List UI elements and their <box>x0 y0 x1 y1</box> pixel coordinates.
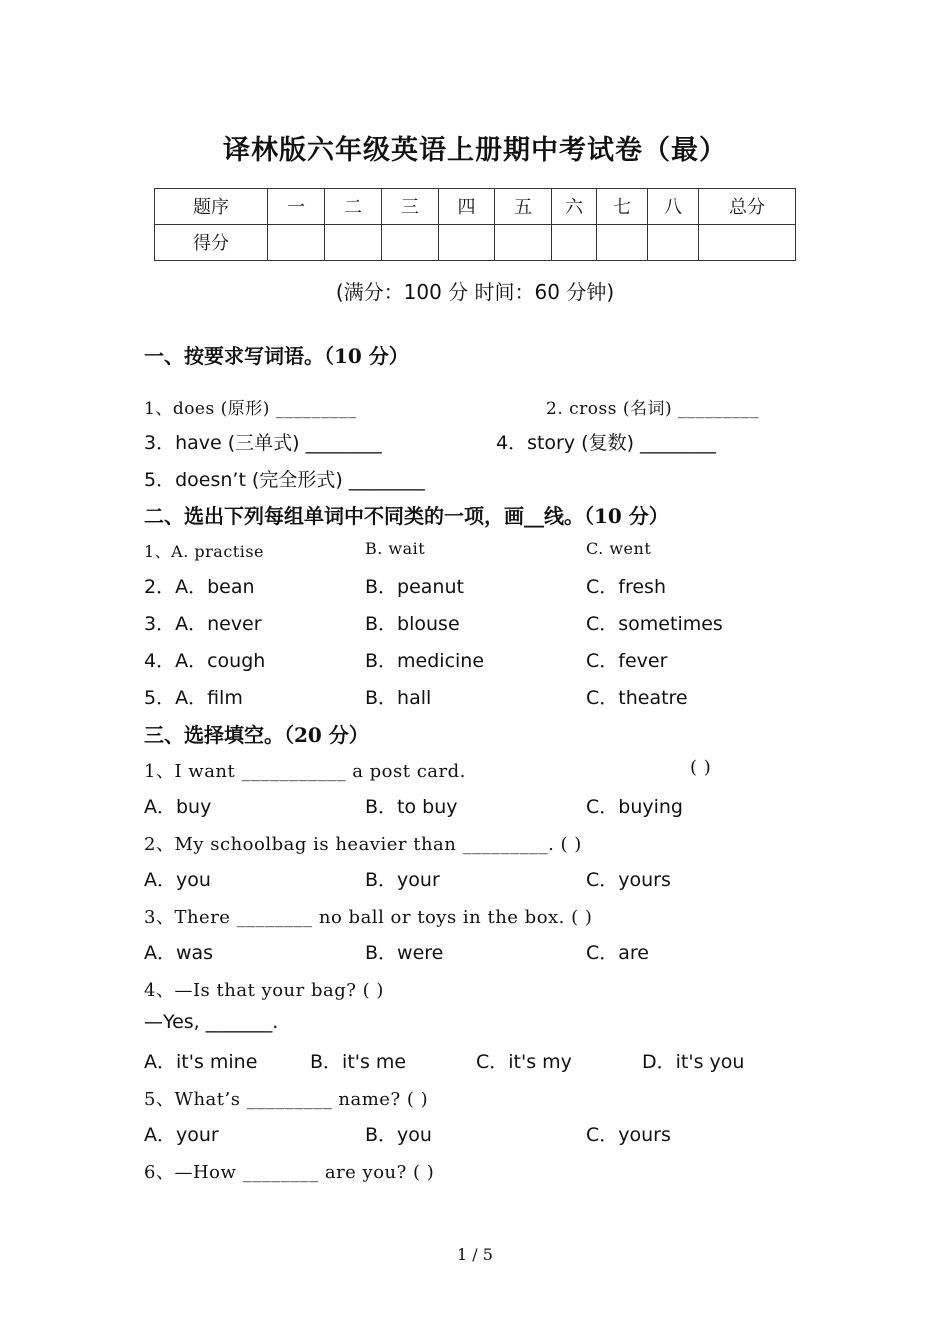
question-1-5: 5．doesn’t (完全形式) ________ <box>144 469 425 491</box>
question-3-4-reply: —Yes, _______. <box>144 1011 279 1033</box>
score-table-header-row <box>155 189 796 225</box>
score-input-cell[interactable] <box>552 225 597 261</box>
option-2-4-b: B．medicine <box>365 650 485 672</box>
option-2-3-c: C．sometimes <box>586 613 723 635</box>
score-cell: 五 <box>495 189 552 225</box>
score-cell: 题序 <box>155 189 268 225</box>
exam-title: 译林版六年级英语上册期中考试卷（最） <box>223 135 727 166</box>
score-cell: 得分 <box>155 225 268 261</box>
option-3-1-a: A．buy <box>144 796 212 818</box>
option-3-2-a: A．you <box>144 869 211 891</box>
question-3-1-answer-paren: ( ) <box>690 757 712 778</box>
option-2-2-c: C．fresh <box>586 576 666 598</box>
score-input-cell[interactable] <box>597 225 648 261</box>
question-1-3: 3．have (三单式) ________ <box>144 432 382 454</box>
score-cell: 一 <box>268 189 325 225</box>
option-3-1-c: C．buying <box>586 796 683 818</box>
option-2-1-b: B. wait <box>365 539 426 558</box>
option-2-1-c: C. went <box>586 539 652 558</box>
question-3-3: 3、There ________ no ball or toys in the box. ( ) <box>144 907 593 928</box>
question-1-2: 2. cross (名词) _________ <box>546 399 760 419</box>
question-3-2: 2、My schoolbag is heavier than _________. ( ) <box>144 834 582 855</box>
option-3-3-b: B．were <box>365 942 444 964</box>
page-number: 1 / 5 <box>457 1245 493 1264</box>
score-input-cell[interactable] <box>268 225 325 261</box>
score-table-score-row <box>155 225 796 261</box>
score-input-cell[interactable] <box>439 225 495 261</box>
option-3-4-c: C．it's my <box>476 1051 572 1073</box>
score-input-cell[interactable] <box>382 225 439 261</box>
question-3-6: 6、—How ________ are you? ( ) <box>144 1162 435 1183</box>
option-3-2-c: C．yours <box>586 869 671 891</box>
option-2-5-a: 5．A．film <box>144 687 243 709</box>
option-3-3-c: C．are <box>586 942 649 964</box>
option-2-2-b: B．peanut <box>365 576 464 598</box>
section-3-heading: 三、选择填空。（20 分） <box>144 723 369 747</box>
option-3-4-d: D．it's you <box>642 1051 745 1073</box>
option-3-5-c: C．yours <box>586 1124 671 1146</box>
option-2-3-b: B．blouse <box>365 613 460 635</box>
question-1-4: 4．story (复数) ________ <box>496 432 717 454</box>
score-cell: 总分 <box>699 189 796 225</box>
score-input-cell[interactable] <box>699 225 796 261</box>
option-3-2-b: B．your <box>365 869 440 891</box>
score-cell: 八 <box>648 189 699 225</box>
section-2-heading: 二、选出下列每组单词中不同类的一项，画__线。（10 分） <box>144 504 669 528</box>
score-cell: 三 <box>382 189 439 225</box>
score-table <box>154 188 796 261</box>
question-1-1: 1、does (原形) _________ <box>144 399 357 419</box>
option-2-4-c: C．fever <box>586 650 668 672</box>
option-2-5-c: C．theatre <box>586 687 688 709</box>
option-2-5-b: B．hall <box>365 687 432 709</box>
question-3-4: 4、—Is that your bag? ( ) <box>144 980 384 1001</box>
option-3-5-b: B．you <box>365 1124 432 1146</box>
question-3-5: 5、What’s _________ name? ( ) <box>144 1089 429 1110</box>
score-cell: 六 <box>552 189 597 225</box>
score-cell: 二 <box>325 189 382 225</box>
option-2-3-a: 3．A．never <box>144 613 262 635</box>
option-3-1-b: B．to buy <box>365 796 458 818</box>
option-2-1-a: 1、A. practise <box>144 542 265 561</box>
score-cell: 四 <box>439 189 495 225</box>
exam-subtitle: (满分：100 分 时间：60 分钟) <box>335 280 615 304</box>
option-3-5-a: A．your <box>144 1124 219 1146</box>
score-input-cell[interactable] <box>325 225 382 261</box>
option-2-4-a: 4．A．cough <box>144 650 266 672</box>
score-input-cell[interactable] <box>648 225 699 261</box>
option-3-4-b: B．it's me <box>310 1051 407 1073</box>
option-2-2-a: 2．A．bean <box>144 576 255 598</box>
score-cell: 七 <box>597 189 648 225</box>
score-input-cell[interactable] <box>495 225 552 261</box>
option-3-4-a: A．it's mine <box>144 1051 258 1073</box>
option-3-3-a: A．was <box>144 942 214 964</box>
section-1-heading: 一、按要求写词语。（10 分） <box>144 344 409 368</box>
question-3-1: 1、I want ___________ a post card. <box>144 761 466 782</box>
